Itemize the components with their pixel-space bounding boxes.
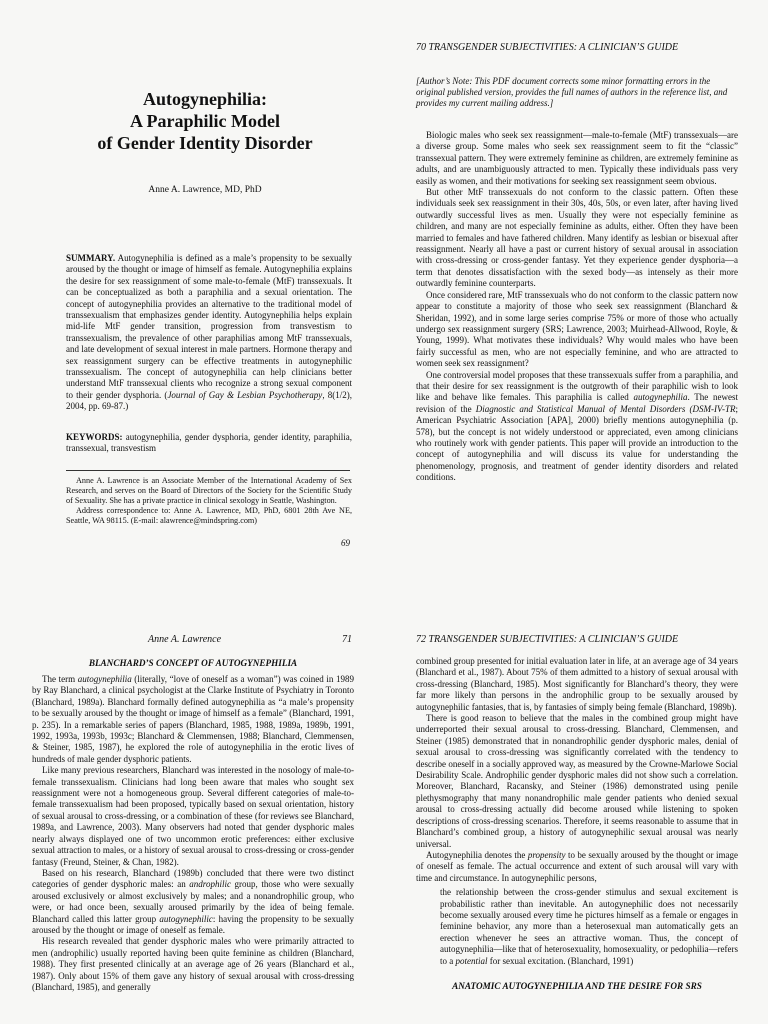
paragraph-1 xyxy=(32,674,354,765)
title-line-2: A Paraphilic Model xyxy=(130,111,280,131)
p4-dsm-title: Diagnostic and Statistical Manual of Mental Disorders (DSM-IV-TR xyxy=(475,403,736,414)
summary-citation: , 8(1/2), 2004, pp. 69-87.) xyxy=(66,389,352,412)
page-70 xyxy=(384,0,768,560)
summary-journal: Journal of Gay & Lesbian Psychotherapy xyxy=(167,389,323,400)
p4-term: autogynephilia xyxy=(633,392,688,403)
p1-text-b: (literally, “love of oneself as a woman”) was coined in 1989 by Ray Blanchard, a clinical psychologist at the Clarke Institute of Psychiatry in Toronto (Blanchard, 1989a). Blanchard formally defined autogynephilia as “a male’s propensity to be sexually aroused by the thought or image of himself as a female” (Blanchard, 1991, p. 235). In a remarkable series of papers (Blanchard, 1985, 1988, 1989a, 1989b, 1991, 1992, 1993a, 1993b, 1993c; Blanchard & Clemmensen, 1988; Blanchard, Clemmensen, & Steiner, 1985, 1987), he explored the role of autogynephilia in the erotic lives of hundreds of male gender dysphoric patients. xyxy=(32,674,354,764)
running-header: 70 TRANSGENDER SUBJECTIVITIES: A CLINICIAN’S GUIDE xyxy=(416,42,679,53)
running-header: 72 TRANSGENDER SUBJECTIVITIES: A CLINICIAN’S GUIDE xyxy=(416,634,679,645)
block-quote xyxy=(440,887,738,967)
running-header-page: 71 xyxy=(342,634,352,645)
body-text xyxy=(416,656,738,997)
paragraph-2: There is good reason to believe that the males in the combined group might have underreported their sexual arousal to cross-dressing. Blanchard, Clemmensen, and Steiner (1985) demonstrated that in nonandrophilic gender dysphoric males, denial of sexual arousal to cross-dressing was significantly correlated with the tendency to describe oneself in a socially approved way, as measured by the Crowne-Marlowe Social Desirability Scale. Androphilic gender dysphoric males did not show such a correlation. Moreover, Blanchard, Racansky, and Steiner (1986) demonstrated using penile plethysmography that many nonandrophilic male gender patients who denied sexual arousal to cross-dressing actually did become aroused while listening to spoken descriptions of cross-dressing scenarios. Therefore, it seems reasonable to assume that in Blanchard’s combined group, a history of autogynephilic sexual arousal was nearly universal. xyxy=(416,713,738,849)
paragraph-3 xyxy=(416,850,738,884)
section-heading: ANATOMIC AUTOGYNEPHILIA AND THE DESIRE FOR SRS xyxy=(452,980,702,991)
authors-note: [Author’s Note: This PDF document corrects some minor formatting errors in the original published version, provides the full names of authors in the reference list, and provides my current mailing address.] xyxy=(416,76,728,108)
quote-text-b: for sexual excitation. (Blanchard, 1991) xyxy=(487,955,634,966)
footnote-affiliation: Anne A. Lawrence is an Associate Member of the International Academy of Sex Research, and serves on the Board of Directors of the Society for the Scientific Study of Sexuality. She has a private practice in clinical sexology in Seattle, Washington. xyxy=(66,476,352,505)
p3-term: propensity xyxy=(527,849,566,860)
summary-text: Autogynephilia is defined as a male’s propensity to be sexually aroused by the thought or image of himself as female. Autogynephilia explains the desire for sex reassignment of some male-to-female (MtF) transsexuals. It can be conceptualized as both a paraphilia and a sexual orientation. The concept of autogynephilia provides an alternative to the traditional model of transsexualism that emphasizes gender identity. Autogynephilia helps explain mid-life MtF gender transition, progression from transvestism to transsexualism, the prevalence of other paraphilias among MtF transsexuals, and late development of sexual interest in male partners. Hormone therapy and sex reassignment surgery can be effective treatments in autogynephilic transsexualism. The concept of autogynephilia can help clinicians better understand MtF transsexual clients who recognize a strong sexual component to their gender dysphoria. ( xyxy=(66,253,352,400)
p3-text-c: : having the propensity to be sexually aroused by the thought or image of oneself as female. xyxy=(32,913,354,935)
keywords-text: autogynephilia, gender dysphoria, gender identity, paraphilia, transsexual, transvestism xyxy=(66,432,352,454)
page-number: 69 xyxy=(341,538,350,548)
page-69 xyxy=(0,0,384,560)
p3-text-b: group, those who were sexually aroused exclusively or almost exclusively by males; and a nonandrophilic group, who were, or had once been, sexually aroused primarily by the idea of being female. Blanchard called this latter group xyxy=(32,879,354,924)
p3-text-a: Autogynephilia denotes the xyxy=(426,849,528,860)
article-title xyxy=(60,88,350,154)
p3-text-a: Based on his research, Blanchard (1989b) concluded that there were two distinct categories of gender dysphoric males: an xyxy=(32,867,354,890)
summary-paragraph xyxy=(66,253,352,413)
paragraph-4: His research revealed that gender dysphoric males who were primarily attracted to men (androphilic) usually reported having been quite feminine as children (Blanchard, 1988). They first presented clinically at an average age of 26 years (Blanchard et al., 1987). Only about 15% of them gave any history of sexual arousal with cross-dressing (Blanchard, 1985), and generally xyxy=(32,936,354,992)
author-name: Anne A. Lawrence, MD, PhD xyxy=(148,185,262,195)
paragraph-3 xyxy=(32,868,354,936)
page-72 xyxy=(384,560,768,1024)
body-text xyxy=(416,130,738,484)
body-text xyxy=(32,658,354,993)
paragraph-1: combined group presented for initial evaluation later in life, at an average age of 34 years (Blanchard et al., 1987). About 75% of them admitted to a history of sexual arousal with cross-dressing (Blanchard, 1985). Most significantly for Blanchard’s theory, they were far more likely than persons in the androphilic group to be sexually aroused by autogynephilic fantasies, that is, by fantasies of simply being female (Blanchard, 1989b). xyxy=(416,656,738,712)
footnote-rule xyxy=(66,470,350,471)
p1-term: autogynephilia xyxy=(77,674,132,684)
title-line-3: of Gender Identity Disorder xyxy=(97,133,313,153)
p4-text-c: ; American Psychiatric Association [APA], 2000) briefly mentions autogynephilia (p. 578), but the concept is not widely understood or appreciated, even among clinicians who routinely work with gender patients. This paper will provide an introduction to the concept of autogynephilia and will discuss its value for understanding the phenomenology, prognosis, and treatment of gender identity disorders and related conditions. xyxy=(416,403,738,483)
p4-text-a: One controversial model proposes that these transsexuals suffer from a paraphilia, and that their desire for sex reassignment is the outgrowth of their paraphilic wish to look like and behave like females. This paraphilia is called xyxy=(416,369,738,403)
p3-term-2: autogynephilic xyxy=(159,913,213,924)
paragraph-4 xyxy=(416,370,738,484)
paragraph-1: Biologic males who seek sex reassignment—male-to-female (MtF) transsexuals—are a diverse group. Some males who seek sex reassignment seem to fit the “classic” transsexual pattern. They were extremely feminine as children, are extremely feminine as adults, and are unambiguously attracted to men. Typically these individuals pass very easily as women, and their motivations for seeking sex reassignment seem obvious. xyxy=(416,130,738,186)
footnote-address: Address correspondence to: Anne A. Lawrence, MD, PhD, 6801 28th Ave NE, Seattle, WA 98115. (E-mail: alawrence@mindspring.com) xyxy=(66,506,352,525)
p3-text-b: to be sexually aroused by the thought or image of oneself as female. The actual occurrence and extent of such arousal will vary with time and circumstance. In autogynephilic persons, xyxy=(416,849,738,883)
paragraph-2: Like many previous researchers, Blanchard was interested in the nosology of male-to-female transsexualism. Clinicians had long been aware that males who sought sex reassignment were not a homogeneous group. Several different categories of male-to-female transsexualism had been proposed, typically based on sexual orientation, history of sexual arousal to cross-dressing, or a combination of these (for reviews see Blanchard, 1989a, and Lawrence, 2003). Many observers had noted that gender dysphoric males nearly always displayed one of two uncommon erotic preferences: either exclusive sexual attraction to males, or a history of sexual arousal to cross-dressing or cross-gender fantasy (Freund, Steiner, & Chan, 1982). xyxy=(32,765,354,867)
summary-label: SUMMARY. xyxy=(66,253,116,263)
keywords-label: KEYWORDS: xyxy=(66,432,123,442)
p3-term-1: androphilic xyxy=(189,879,231,890)
quote-term: potential xyxy=(455,955,488,966)
running-header-author: Anne A. Lawrence xyxy=(148,634,222,645)
p1-text-a: The term xyxy=(42,674,78,684)
paragraph-2: But other MtF transsexuals do not conform to the classic pattern. Often these individuals seek sex reassignment in their 30s, 40s, 50s, or even later, after having lived outwardly successful lives as men. Usually they were not especially feminine as children, and many are not especially feminine as adults, either. Often they have been married to females and have fathered children. Many identify as lesbian or bisexual after reassignment. Nearly all have a past or current history of sexual arousal in association with cross-dressing or cross-gender fantasy. Yet they experience gender dysphoria—a term that denotes dissatisfaction with the sexed body—as intensely as their more outwardly feminine counterparts. xyxy=(416,187,738,289)
keywords-paragraph xyxy=(66,432,352,455)
title-line-1: Autogynephilia: xyxy=(142,89,268,109)
quote-text-a: the relationship between the cross-gender stimulus and sexual excitement is probabilistic rather than inevitable. An autogynephilic does not necessarily become sexually aroused every time he pictures himself as a female or engages in feminine behavior, any more than a heterosexual man automatically gets an erection whenever he sees an attractive woman. Thus, the concept of autogynephilia—like that of heterosexuality, homosexuality, or pedophilia—refers to a xyxy=(440,887,738,966)
section-heading: BLANCHARD’S CONCEPT OF AUTOGYNEPHILIA xyxy=(88,658,298,668)
page-71 xyxy=(0,560,384,1024)
paragraph-3: Once considered rare, MtF transsexuals who do not conform to the classic pattern now appear to constitute a majority of those who seek sex reassignment (Blanchard & Sheridan, 1992), and in some large series comprise 75% or more of those who actually undergo sex reassignment surgery (SRS; Lawrence, 2003; Muirhead-Allwood, Royle, & Young, 1999). What motivates these individuals? Why would males who have been fairly successful as men, who are not especially feminine, and who are attracted to women seek sex reassignment? xyxy=(416,289,738,369)
p4-text-b: . The newest revision of the xyxy=(416,392,738,414)
